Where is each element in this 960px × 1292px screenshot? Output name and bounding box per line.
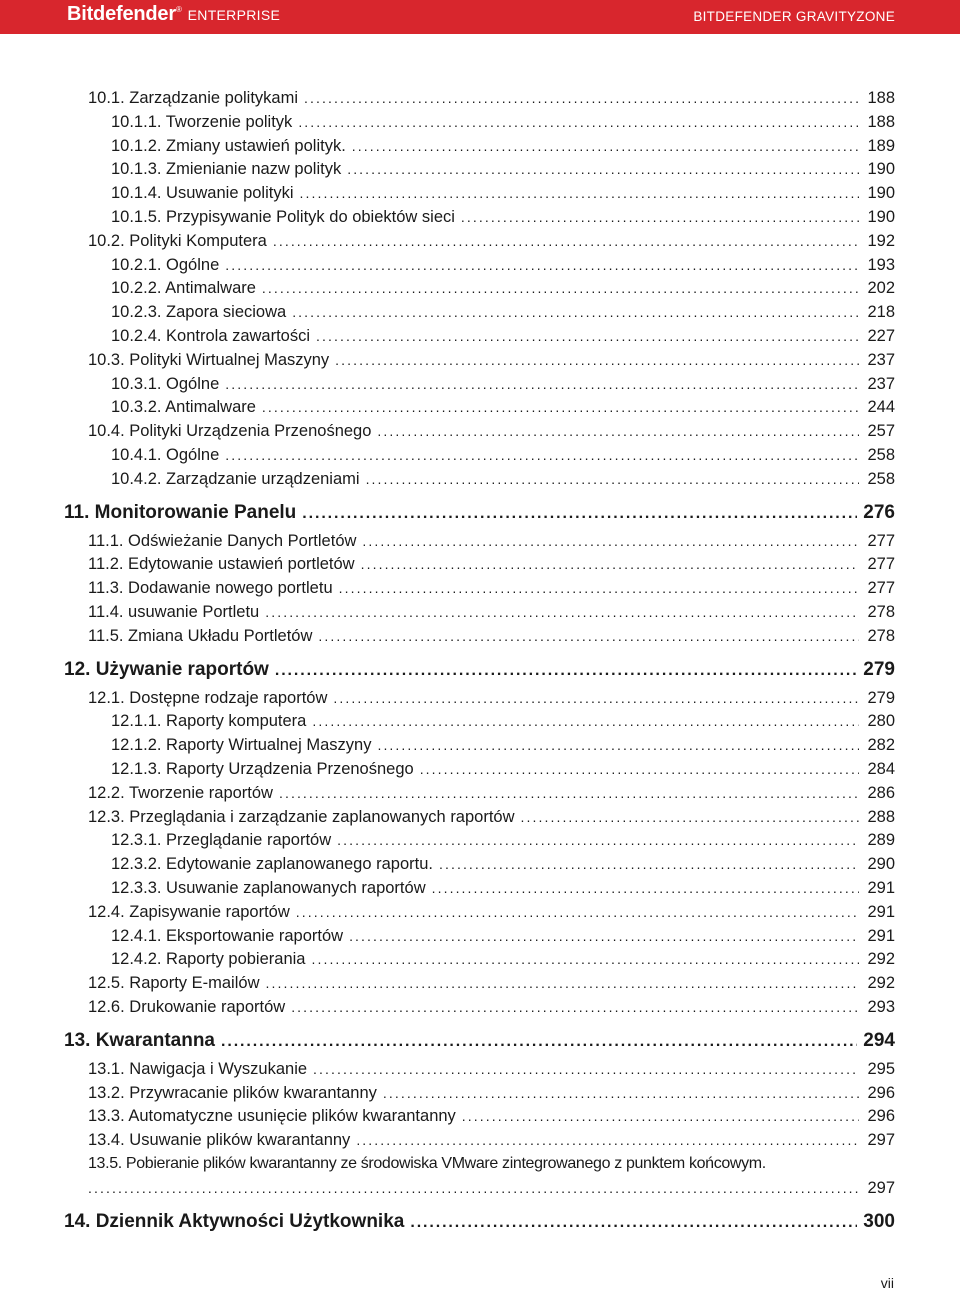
toc-entry-page: 258	[867, 469, 895, 488]
toc-entry[interactable]	[111, 445, 895, 465]
toc-entry-page: 190	[867, 160, 895, 179]
toc-entry[interactable]	[88, 1178, 895, 1198]
toc-entry-page: 292	[867, 974, 895, 993]
dot-leader	[225, 255, 859, 275]
toc-entry-title: 12.3.3. Usuwanie zaplanowanych raportów	[111, 879, 426, 897]
toc-entry-page: 295	[867, 1059, 895, 1078]
toc-entry[interactable]	[111, 711, 895, 731]
dot-leader	[318, 626, 859, 646]
toc-entry-page: 190	[867, 208, 895, 226]
dot-leader	[347, 159, 859, 179]
toc-entry-title: 10.3.1. Ogólne	[111, 374, 220, 393]
toc-entry-title: 11.2. Edytowanie ustawień portletów	[88, 555, 355, 574]
toc-entry-page: 282	[867, 736, 895, 755]
toc-entry-title: 13. Kwarantanna	[64, 1029, 215, 1051]
toc-entry-page: 278	[867, 603, 895, 621]
toc-entry[interactable]	[88, 807, 895, 827]
toc-entry-title: 12.4. Zapisywanie raportów	[88, 902, 290, 921]
brand-logo	[67, 3, 280, 26]
dot-leader	[266, 973, 860, 993]
dot-leader	[262, 397, 859, 417]
toc-entry-title: 13.1. Nawigacja i Wyszukanie	[88, 1059, 308, 1078]
dot-leader	[302, 502, 857, 526]
toc-entry[interactable]	[88, 602, 895, 622]
dot-leader	[461, 207, 859, 227]
toc-entry-page: 294	[863, 1029, 895, 1051]
dot-leader	[377, 421, 859, 441]
toc-entry-page: 291	[867, 902, 895, 921]
toc-entry[interactable]	[111, 374, 895, 394]
toc-entry-title: 10.1. Zarządzanie politykami	[88, 89, 299, 107]
toc-entry[interactable]	[111, 926, 895, 946]
dot-leader	[313, 1059, 859, 1079]
toc-entry[interactable]	[111, 759, 895, 779]
dot-leader	[265, 602, 859, 622]
toc-entry-title: 10.1.4. Usuwanie polityki	[111, 184, 294, 203]
toc-entry[interactable]	[88, 1130, 895, 1150]
toc-entry-page: 277	[867, 531, 895, 550]
dot-leader	[304, 88, 859, 108]
toc-entry-title: 10.1.2. Zmiany ustawień polityk.	[111, 136, 346, 155]
toc-entry-page: 277	[867, 555, 895, 574]
toc-entry[interactable]	[88, 1059, 895, 1079]
toc-entry[interactable]	[111, 735, 895, 755]
toc-entry[interactable]	[111, 302, 895, 322]
toc-entry-title: 10.1.1. Tworzenie polityk	[111, 112, 293, 131]
page-number: vii	[880, 1275, 894, 1291]
toc-entry-page: 188	[867, 89, 895, 107]
dot-leader	[335, 350, 859, 370]
toc-entry-page: 277	[867, 579, 895, 598]
toc-entry[interactable]	[88, 783, 895, 803]
dot-leader	[292, 302, 859, 322]
toc-entry-title: 13.3. Automatyczne usunięcie plików kwarantanny	[88, 1107, 456, 1126]
toc-entry-title: 11.4. usuwanie Portletu	[88, 603, 260, 621]
toc-entry-page: 218	[867, 303, 895, 322]
toc-entry-page: 189	[867, 136, 895, 155]
toc-entry[interactable]	[88, 997, 895, 1017]
toc-entry-page: 296	[867, 1083, 895, 1102]
toc-entry-title: 10.1.5. Przypisywanie Polityk do obiektów sieci	[111, 208, 455, 226]
dot-leader	[316, 326, 859, 346]
toc-entry-title: 12. Używanie raportów	[64, 658, 269, 680]
toc-entry[interactable]	[88, 88, 895, 108]
toc-entry[interactable]	[88, 531, 895, 551]
toc-entry-page: 237	[867, 374, 895, 393]
toc-entry[interactable]	[111, 469, 895, 489]
toc-entry-page: 297	[867, 1131, 895, 1150]
toc-entry-title: 11.3. Dodawanie nowego portletu	[88, 579, 333, 598]
toc-entry[interactable]	[88, 1106, 895, 1126]
dot-leader	[410, 1211, 857, 1235]
toc-entry-page: 188	[867, 112, 895, 131]
toc-entry-title: 12.2. Tworzenie raportów	[88, 783, 273, 802]
toc-entry[interactable]	[88, 626, 895, 646]
toc-entry-title: 12.3.2. Edytowanie zaplanowanego raportu.	[111, 855, 433, 874]
dot-leader	[352, 136, 859, 156]
toc-entry-title: 12.1.3. Raporty Urządzenia Przenośnego	[111, 760, 414, 778]
toc-entry-title: 11. Monitorowanie Panelu	[64, 501, 297, 523]
toc-entry-page: 258	[867, 446, 895, 464]
toc-entry-page: 293	[867, 998, 895, 1016]
toc-chapter[interactable]	[64, 1210, 895, 1235]
dot-leader	[432, 878, 859, 898]
dot-leader	[377, 735, 859, 755]
toc-entry-page: 193	[867, 255, 895, 274]
toc-entry-title: 12.6. Drukowanie raportów	[88, 998, 286, 1016]
dot-leader	[333, 688, 859, 708]
toc-entry[interactable]	[88, 554, 895, 574]
toc-entry-title: 12.4.1. Eksportowanie raportów	[111, 926, 344, 945]
registered-mark-icon: ®	[175, 5, 182, 14]
dot-leader	[279, 783, 859, 803]
dot-leader	[291, 997, 859, 1017]
toc-entry-page: 284	[867, 760, 895, 778]
dot-leader	[521, 807, 859, 827]
toc-entry[interactable]	[111, 136, 895, 156]
toc-entry-page: 291	[867, 879, 895, 897]
toc-entry[interactable]	[111, 207, 895, 227]
toc-entry-page: 280	[867, 712, 895, 731]
toc-entry-title: 12.1. Dostępne rodzaje raportów	[88, 688, 328, 707]
dot-leader	[312, 711, 859, 731]
toc-entry-page: 300	[863, 1211, 895, 1232]
dot-leader	[221, 1030, 857, 1054]
dot-leader	[362, 531, 859, 551]
toc-chapter[interactable]	[64, 501, 895, 526]
toc-entry-title: 10.4.2. Zarządzanie urządzeniami	[111, 469, 360, 488]
toc-entry-page: 290	[867, 855, 895, 874]
brand-name: Bitdefender	[67, 3, 176, 25]
toc-entry[interactable]	[111, 278, 895, 298]
toc-entry-title: 13.4. Usuwanie plików kwarantanny	[88, 1131, 351, 1150]
toc-entry[interactable]	[88, 902, 895, 922]
toc-entry[interactable]	[88, 578, 895, 598]
toc-entry[interactable]	[111, 159, 895, 179]
product-name: BITDEFENDER GRAVITYZONE	[693, 9, 895, 24]
dot-leader	[420, 759, 859, 779]
dot-leader	[296, 902, 859, 922]
toc-entry[interactable]	[111, 112, 895, 132]
dot-leader	[262, 278, 859, 298]
toc-entry[interactable]	[88, 231, 895, 251]
dot-leader	[298, 112, 859, 132]
toc-entry[interactable]	[111, 878, 895, 898]
toc-entry-title: 10.2.3. Zapora sieciowa	[111, 303, 287, 322]
toc-entry[interactable]	[111, 397, 895, 417]
page-header	[0, 0, 960, 34]
toc-entry-page: 237	[867, 350, 895, 369]
toc-entry-title: 10.3. Polityki Wirtualnej Maszyny	[88, 350, 330, 369]
toc-entry[interactable]	[111, 326, 895, 346]
toc-entry-title[interactable]: 13.5. Pobieranie plików kwarantanny ze środowiska VMware zintegrowanego z punktem końcowym.	[88, 1155, 766, 1172]
brand-edition: ENTERPRISE	[187, 7, 281, 23]
toc-entry-title: 10.4.1. Ogólne	[111, 446, 220, 464]
dot-leader	[275, 659, 857, 683]
toc-entry[interactable]	[111, 183, 895, 203]
toc-entry-title: 12.1.1. Raporty komputera	[111, 712, 307, 731]
toc-entry-title: 13.2. Przywracanie plików kwarantanny	[88, 1083, 377, 1102]
toc-entry-page: 279	[867, 688, 895, 707]
toc-entry[interactable]	[88, 350, 895, 370]
toc-entry-page: 227	[867, 327, 895, 345]
toc-entry-page: 289	[867, 831, 895, 850]
toc-entry-page: 278	[867, 626, 895, 645]
toc-entry[interactable]	[111, 830, 895, 850]
toc-entry-title: 10.3.2. Antimalware	[111, 398, 256, 417]
dot-leader	[273, 231, 859, 251]
dot-leader	[225, 374, 859, 394]
toc-entry-title: 14. Dziennik Aktywności Użytkownika	[64, 1211, 405, 1232]
dot-leader	[356, 1130, 859, 1150]
toc-chapter[interactable]	[64, 658, 895, 683]
toc-entry[interactable]	[111, 255, 895, 275]
toc-entry-page: 279	[863, 658, 895, 680]
toc-entry-title: 12.3. Przeglądania i zarządzanie zaplanowanych raportów	[88, 807, 515, 826]
toc-entry[interactable]	[88, 688, 895, 708]
toc-entry-title: 11.1. Odświeżanie Danych Portletów	[88, 531, 357, 550]
toc-entry[interactable]	[88, 1083, 895, 1103]
toc-entry-page: 291	[867, 926, 895, 945]
toc-entry-title: 10.1.3. Zmienianie nazw polityk	[111, 160, 342, 179]
toc-entry-page: 286	[867, 783, 895, 802]
toc-entry-page: 276	[863, 501, 895, 523]
toc-entry-title: 10.2.2. Antimalware	[111, 279, 256, 298]
toc-entry-page: 192	[867, 231, 895, 250]
toc-entry-page: 292	[867, 950, 895, 969]
dot-leader	[361, 554, 859, 574]
dot-leader	[339, 578, 859, 598]
dot-leader	[311, 949, 859, 969]
dot-leader	[383, 1083, 859, 1103]
toc-entry-page: 297	[867, 1179, 895, 1197]
toc-entry-title: 10.2.4. Kontrola zawartości	[111, 327, 311, 345]
toc-entry[interactable]	[88, 973, 895, 993]
toc-entry-title: 11.5. Zmiana Układu Portletów	[88, 626, 313, 645]
dot-leader	[462, 1106, 859, 1126]
toc-entry-page: 190	[867, 184, 895, 203]
toc-entry-page: 296	[867, 1107, 895, 1126]
toc-entry-title: 10.2.1. Ogólne	[111, 255, 220, 274]
toc-entry-page: 244	[867, 398, 895, 417]
dot-leader	[225, 445, 859, 465]
toc-entry[interactable]	[111, 854, 895, 874]
dot-leader	[88, 1178, 859, 1198]
toc-entry-title: 12.5. Raporty E-mailów	[88, 974, 260, 993]
toc-entry-title: 12.3.1. Przeglądanie raportów	[111, 831, 332, 850]
dot-leader	[337, 830, 859, 850]
toc-entry-page: 288	[867, 807, 895, 826]
toc-entry-page: 257	[867, 422, 895, 441]
dot-leader	[439, 854, 859, 874]
dot-leader	[300, 183, 859, 203]
toc-entry-title: 10.2. Polityki Komputera	[88, 231, 267, 250]
toc-chapter[interactable]	[64, 1029, 895, 1054]
toc-entry[interactable]	[111, 949, 895, 969]
toc-entry[interactable]	[88, 421, 895, 441]
dot-leader	[349, 926, 859, 946]
toc-entry-title: 12.1.2. Raporty Wirtualnej Maszyny	[111, 736, 372, 755]
toc-entry-page: 202	[867, 279, 895, 298]
toc-entry-title: 10.4. Polityki Urządzenia Przenośnego	[88, 422, 372, 441]
toc-entry-title: 12.4.2. Raporty pobierania	[111, 950, 306, 969]
dot-leader	[366, 469, 859, 489]
